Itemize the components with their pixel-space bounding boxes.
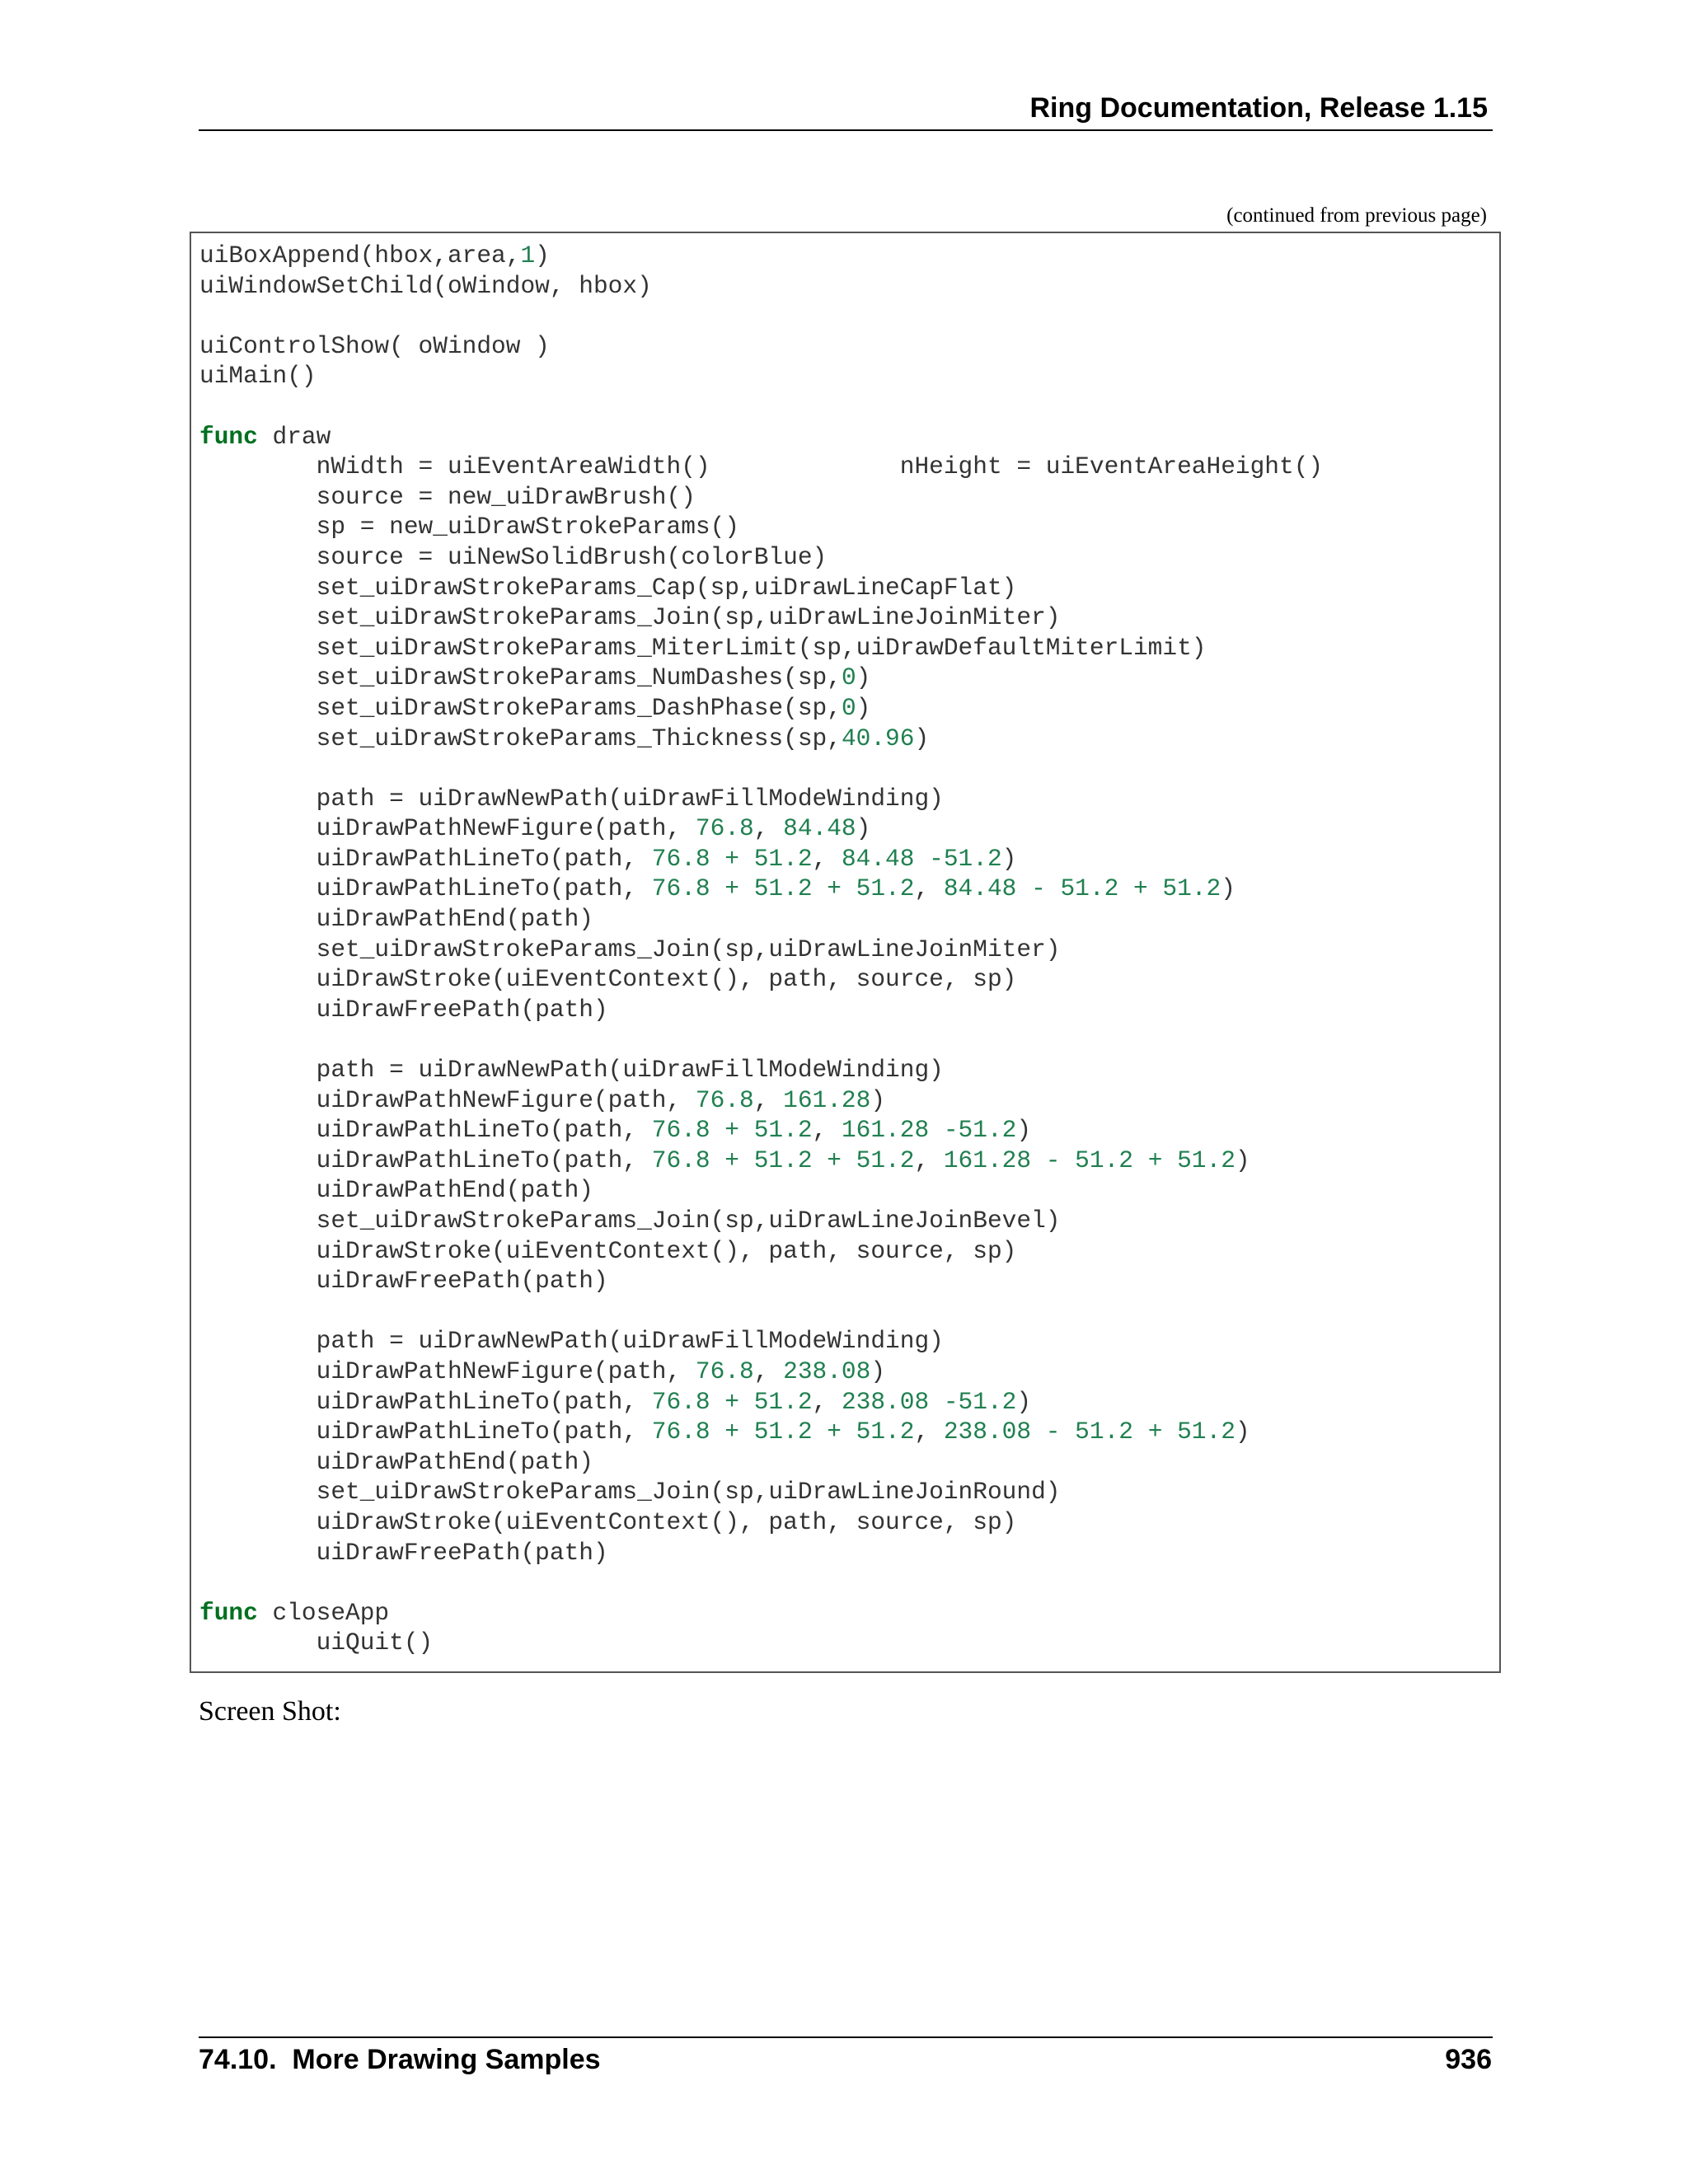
code-text: source = new_uiDrawBrush(): [199, 482, 696, 511]
code-text: uiDrawPathNewFigure(path,: [199, 1085, 696, 1114]
code-line: [199, 753, 1323, 784]
code-number: 84.48 - 51.2 + 51.2: [943, 874, 1221, 903]
code-line: [199, 904, 1323, 935]
code-text: ): [870, 1357, 886, 1385]
code-text: uiDrawPathLineTo(path,: [199, 1418, 652, 1446]
code-text: ): [856, 693, 871, 722]
code-number: 76.8 + 51.2: [651, 1116, 813, 1145]
code-text: ): [1016, 1387, 1032, 1416]
code-line: [199, 1175, 1323, 1206]
code-number: 76.8 + 51.2: [651, 1387, 813, 1416]
code-line: [199, 1538, 1323, 1568]
code-line: [199, 573, 1323, 603]
code-number: 161.28 - 51.2 + 51.2: [943, 1146, 1236, 1174]
code-number: 238.08 - 51.2 + 51.2: [943, 1418, 1236, 1446]
code-text: uiBoxAppend(hbox,area,: [199, 241, 521, 269]
code-number: 76.8 + 51.2 + 51.2: [651, 874, 915, 903]
code-line: [199, 1115, 1323, 1146]
code-number: 1: [520, 241, 536, 269]
code-line: [199, 1206, 1323, 1236]
code-line: [199, 391, 1323, 422]
code-text: source = uiNewSolidBrush(colorBlue): [199, 542, 828, 571]
code-block: [199, 241, 1323, 1658]
code-line: [199, 633, 1323, 663]
code-number: 238.08: [783, 1357, 871, 1385]
code-number: 238.08 -51.2: [841, 1387, 1017, 1416]
code-text: set_uiDrawStrokeParams_NumDashes(sp,: [199, 663, 842, 692]
code-line: [199, 1236, 1323, 1267]
code-text: uiDrawPathLineTo(path,: [199, 874, 652, 903]
footer-divider: [199, 2036, 1493, 2038]
code-text: set_uiDrawStrokeParams_Join(sp,uiDrawLineJoinBevel): [199, 1207, 1061, 1235]
code-line: [199, 1628, 1323, 1658]
code-line: [199, 1357, 1323, 1387]
code-text: set_uiDrawStrokeParams_Join(sp,uiDrawLineJoinRound): [199, 1478, 1061, 1507]
code-line: [199, 1296, 1323, 1327]
code-text: uiMain(): [199, 362, 316, 391]
code-text: uiDrawPathEnd(path): [199, 905, 593, 934]
code-text: uiDrawFreePath(path): [199, 1267, 608, 1296]
code-line: [199, 1417, 1323, 1447]
code-text: set_uiDrawStrokeParams_Thickness(sp,: [199, 724, 842, 752]
code-text: ,: [914, 1146, 944, 1174]
code-number: 76.8: [695, 1357, 754, 1385]
code-text: ,: [753, 1357, 784, 1385]
page-header-title: Ring Documentation, Release 1.15: [1029, 92, 1488, 124]
code-text: ,: [812, 1387, 842, 1416]
code-text: set_uiDrawStrokeParams_Join(sp,uiDrawLineJoinMiter): [199, 603, 1061, 632]
page-number: 936: [1445, 2044, 1492, 2075]
code-line: [199, 784, 1323, 814]
code-line: [199, 241, 1323, 271]
code-text: uiDrawStroke(uiEventContext(), path, source, sp): [199, 965, 1017, 994]
code-line: [199, 1024, 1323, 1055]
code-text: set_uiDrawStrokeParams_Join(sp,uiDrawLineJoinMiter): [199, 935, 1061, 963]
code-number: 84.48 -51.2: [841, 844, 1002, 873]
code-text: ,: [753, 814, 784, 843]
code-keyword: func: [199, 1598, 258, 1627]
code-text: path = uiDrawNewPath(uiDrawFillModeWinding): [199, 1056, 944, 1085]
code-line: [199, 964, 1323, 995]
code-text: closeApp: [257, 1598, 390, 1627]
code-line: [199, 542, 1323, 573]
code-line: [199, 995, 1323, 1025]
code-number: 0: [841, 693, 856, 722]
code-line: [199, 935, 1323, 965]
code-line: [199, 724, 1323, 754]
code-line: [199, 844, 1323, 874]
code-text: uiDrawPathLineTo(path,: [199, 844, 652, 873]
code-text: ): [856, 814, 871, 843]
header-divider: [199, 129, 1493, 131]
code-line: [199, 1146, 1323, 1176]
code-text: ): [1235, 1146, 1250, 1174]
code-text: uiQuit(): [199, 1629, 434, 1657]
code-line: [199, 361, 1323, 391]
continued-note: (continued from previous page): [1226, 204, 1487, 227]
code-text: uiDrawFreePath(path): [199, 995, 608, 1024]
code-text: draw: [257, 422, 331, 451]
code-number: 84.48: [783, 814, 856, 843]
code-line: [199, 602, 1323, 633]
code-text: ,: [753, 1085, 784, 1114]
code-text: uiDrawPathLineTo(path,: [199, 1116, 652, 1145]
code-line: [199, 1447, 1323, 1478]
code-text: path = uiDrawNewPath(uiDrawFillModeWinding): [199, 1327, 944, 1356]
footer-section-title: 74.10. More Drawing Samples: [199, 2044, 601, 2075]
code-line: [199, 1326, 1323, 1357]
code-line: [199, 1568, 1323, 1598]
code-line: [199, 422, 1323, 452]
code-text: ): [1221, 874, 1236, 903]
code-text: ,: [914, 874, 944, 903]
code-text: ,: [812, 1116, 842, 1145]
code-text: sp = new_uiDrawStrokeParams(): [199, 513, 740, 541]
code-line: [199, 1477, 1323, 1507]
code-line: [199, 331, 1323, 362]
code-text: ): [914, 724, 930, 752]
code-text: uiDrawPathLineTo(path,: [199, 1146, 652, 1174]
code-text: ,: [914, 1418, 944, 1446]
code-text: ): [535, 241, 550, 269]
code-text: ): [1016, 1116, 1032, 1145]
code-line: [199, 1085, 1323, 1116]
code-line: [199, 663, 1323, 693]
code-text: uiDrawStroke(uiEventContext(), path, source, sp): [199, 1507, 1017, 1536]
code-line: [199, 874, 1323, 904]
code-text: uiDrawPathNewFigure(path,: [199, 1357, 696, 1385]
code-text: uiControlShow( oWindow ): [199, 331, 550, 360]
code-number: 76.8: [695, 1085, 754, 1114]
code-keyword: func: [199, 422, 258, 451]
code-line: [199, 813, 1323, 844]
code-line: [199, 1387, 1323, 1418]
code-line: [199, 452, 1323, 482]
code-line: [199, 1055, 1323, 1085]
code-text: uiWindowSetChild(oWindow, hbox): [199, 271, 652, 300]
code-line: [199, 1598, 1323, 1629]
code-line: [199, 512, 1323, 542]
screenshot-caption: Screen Shot:: [199, 1696, 341, 1727]
code-text: ): [1235, 1418, 1250, 1446]
code-text: set_uiDrawStrokeParams_Cap(sp,uiDrawLineCapFlat): [199, 573, 1017, 602]
code-number: 76.8: [695, 814, 754, 843]
code-line: [199, 271, 1323, 302]
code-text: set_uiDrawStrokeParams_DashPhase(sp,: [199, 693, 842, 722]
code-text: uiDrawFreePath(path): [199, 1538, 608, 1567]
code-number: 161.28: [783, 1085, 871, 1114]
code-text: ): [870, 1085, 886, 1114]
code-number: 40.96: [841, 724, 915, 752]
code-text: path = uiDrawNewPath(uiDrawFillModeWinding): [199, 784, 944, 813]
code-text: nWidth = uiEventAreaWidth() nHeight = uiEventAreaHeight(): [199, 452, 1324, 481]
code-line: [199, 1266, 1323, 1296]
code-number: 76.8 + 51.2 + 51.2: [651, 1146, 915, 1174]
code-text: set_uiDrawStrokeParams_MiterLimit(sp,uiDrawDefaultMiterLimit): [199, 633, 1207, 662]
code-line: [199, 301, 1323, 331]
code-line: [199, 693, 1323, 724]
code-line: [199, 482, 1323, 513]
code-text: ,: [812, 844, 842, 873]
code-text: uiDrawPathNewFigure(path,: [199, 814, 696, 843]
code-text: ): [1001, 844, 1017, 873]
code-number: 0: [841, 663, 856, 692]
code-line: [199, 1507, 1323, 1538]
code-number: 76.8 + 51.2: [651, 844, 813, 873]
code-text: uiDrawPathLineTo(path,: [199, 1387, 652, 1416]
code-number: 76.8 + 51.2 + 51.2: [651, 1418, 915, 1446]
code-text: uiDrawPathEnd(path): [199, 1447, 593, 1476]
code-text: ): [856, 663, 871, 692]
code-number: 161.28 -51.2: [841, 1116, 1017, 1145]
code-text: uiDrawPathEnd(path): [199, 1176, 593, 1205]
code-text: uiDrawStroke(uiEventContext(), path, source, sp): [199, 1236, 1017, 1265]
